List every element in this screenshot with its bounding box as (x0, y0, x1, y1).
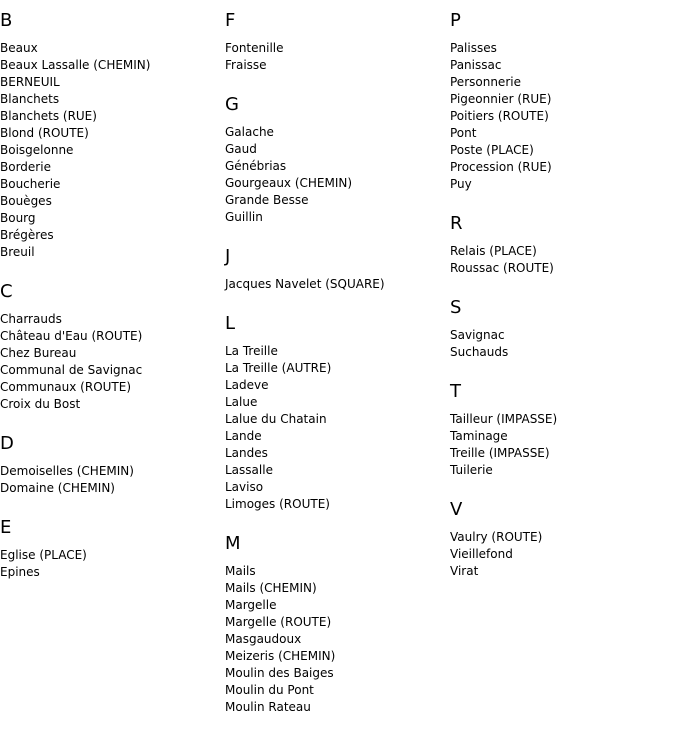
street-entry: Ladeve (225, 378, 269, 392)
street-entry: Suchauds (450, 345, 509, 359)
street-entry: Lalue (225, 395, 258, 409)
index-column (225, 10, 445, 736)
street-entry: Beaux Lassalle (CHEMIN) (0, 58, 151, 72)
street-entry: Jacques Navelet (SQUARE) (225, 277, 385, 291)
street-entry: Guillin (225, 210, 263, 224)
street-entry: Tailleur (IMPASSE) (450, 412, 558, 426)
street-entry: Fraisse (225, 58, 267, 72)
street-list (225, 563, 445, 716)
street-entry: Epines (0, 565, 40, 579)
street-entry: Chez Bureau (0, 346, 77, 360)
street-entry: Landes (225, 446, 268, 460)
street-list (225, 276, 445, 293)
street-entry: Mails (225, 564, 256, 578)
street-entry: Vaulry (ROUTE) (450, 530, 543, 544)
index-column (0, 10, 220, 601)
street-entry: Bouèges (0, 194, 52, 208)
street-entry: Roussac (ROUTE) (450, 261, 554, 275)
street-entry: Personnerie (450, 75, 521, 89)
street-entry: Laviso (225, 480, 264, 494)
street-entry: Vieillefond (450, 547, 513, 561)
street-entry: Communaux (ROUTE) (0, 380, 132, 394)
street-list (225, 40, 445, 74)
letter-group (450, 213, 670, 277)
street-entry: Tuilerie (450, 463, 493, 477)
street-list (0, 547, 220, 581)
street-entry: Puy (450, 177, 472, 191)
street-entry: Pont (450, 126, 477, 140)
street-entry: Boucherie (0, 177, 61, 191)
street-entry: Grande Besse (225, 193, 309, 207)
street-entry: Breuil (0, 245, 35, 259)
letter-group (450, 10, 670, 193)
street-entry: Savignac (450, 328, 505, 342)
street-entry: Taminage (450, 429, 508, 443)
street-entry: Eglise (PLACE) (0, 548, 87, 562)
letter-group (225, 313, 445, 513)
letter-heading: F (225, 10, 236, 31)
street-entry: Lande (225, 429, 262, 443)
street-entry: Fontenille (225, 41, 284, 55)
letter-heading: M (225, 533, 241, 554)
street-entry: Borderie (0, 160, 51, 174)
street-entry: La Treille (225, 344, 278, 358)
street-entry: Blanchets (0, 92, 60, 106)
street-list (450, 40, 670, 193)
street-entry: Domaine (CHEMIN) (0, 481, 115, 495)
letter-group (225, 533, 445, 716)
letter-heading: C (0, 281, 13, 302)
street-entry: Génébrias (225, 159, 287, 173)
street-list (450, 243, 670, 277)
street-entry: BERNEUIL (0, 75, 60, 89)
letter-group (0, 433, 220, 497)
street-entry: Croix du Bost (0, 397, 81, 411)
street-entry: Blond (ROUTE) (0, 126, 89, 140)
street-list (225, 343, 445, 513)
street-entry: Relais (PLACE) (450, 244, 537, 258)
street-entry: Bourg (0, 211, 36, 225)
street-entry: Virat (450, 564, 479, 578)
street-entry: Poitiers (ROUTE) (450, 109, 549, 123)
street-entry: Moulin Rateau (225, 700, 311, 714)
letter-group (225, 10, 445, 74)
street-list (450, 529, 670, 580)
letter-heading: V (450, 499, 463, 520)
letter-group (0, 517, 220, 581)
street-entry: Margelle (225, 598, 277, 612)
street-entry: Pigeonnier (RUE) (450, 92, 552, 106)
letter-heading: R (450, 213, 463, 234)
street-list (450, 327, 670, 361)
street-entry: Gourgeaux (CHEMIN) (225, 176, 353, 190)
street-entry: Lassalle (225, 463, 273, 477)
street-entry: Château d'Eau (ROUTE) (0, 329, 143, 343)
letter-heading: D (0, 433, 14, 454)
street-entry: Blanchets (RUE) (0, 109, 97, 123)
street-list (225, 124, 445, 226)
street-entry: Communal de Savignac (0, 363, 143, 377)
street-entry: Demoiselles (CHEMIN) (0, 464, 134, 478)
letter-group (450, 381, 670, 479)
letter-heading: B (0, 10, 13, 31)
letter-heading: P (450, 10, 461, 31)
street-entry: Poste (PLACE) (450, 143, 534, 157)
street-entry: Margelle (ROUTE) (225, 615, 332, 629)
street-entry: Moulin du Pont (225, 683, 314, 697)
index-column (450, 10, 670, 600)
street-entry: Mails (CHEMIN) (225, 581, 317, 595)
letter-heading: S (450, 297, 462, 318)
letter-group (0, 281, 220, 413)
street-entry: Lalue du Chatain (225, 412, 327, 426)
street-entry: Masgaudoux (225, 632, 302, 646)
street-list (0, 40, 220, 261)
street-entry: Meizeris (CHEMIN) (225, 649, 336, 663)
street-entry: Galache (225, 125, 274, 139)
street-list (450, 411, 670, 479)
street-entry: Procession (RUE) (450, 160, 552, 174)
street-list (0, 463, 220, 497)
street-entry: Brégères (0, 228, 54, 242)
letter-heading: L (225, 313, 236, 334)
street-entry: Palisses (450, 41, 497, 55)
letter-heading: G (225, 94, 239, 115)
letter-group (450, 499, 670, 580)
street-entry: Gaud (225, 142, 257, 156)
street-entry: Panissac (450, 58, 502, 72)
letter-group (225, 246, 445, 293)
letter-heading: E (0, 517, 12, 538)
street-entry: Limoges (ROUTE) (225, 497, 330, 511)
street-entry: Beaux (0, 41, 38, 55)
street-entry: Charrauds (0, 312, 62, 326)
letter-group (450, 297, 670, 361)
street-entry: Treille (IMPASSE) (450, 446, 550, 460)
street-entry: La Treille (AUTRE) (225, 361, 332, 375)
letter-group (0, 10, 220, 261)
letter-heading: J (225, 246, 231, 267)
letter-heading: T (450, 381, 461, 402)
street-entry: Moulin des Baiges (225, 666, 334, 680)
letter-group (225, 94, 445, 226)
street-list (0, 311, 220, 413)
street-entry: Boisgelonne (0, 143, 74, 157)
